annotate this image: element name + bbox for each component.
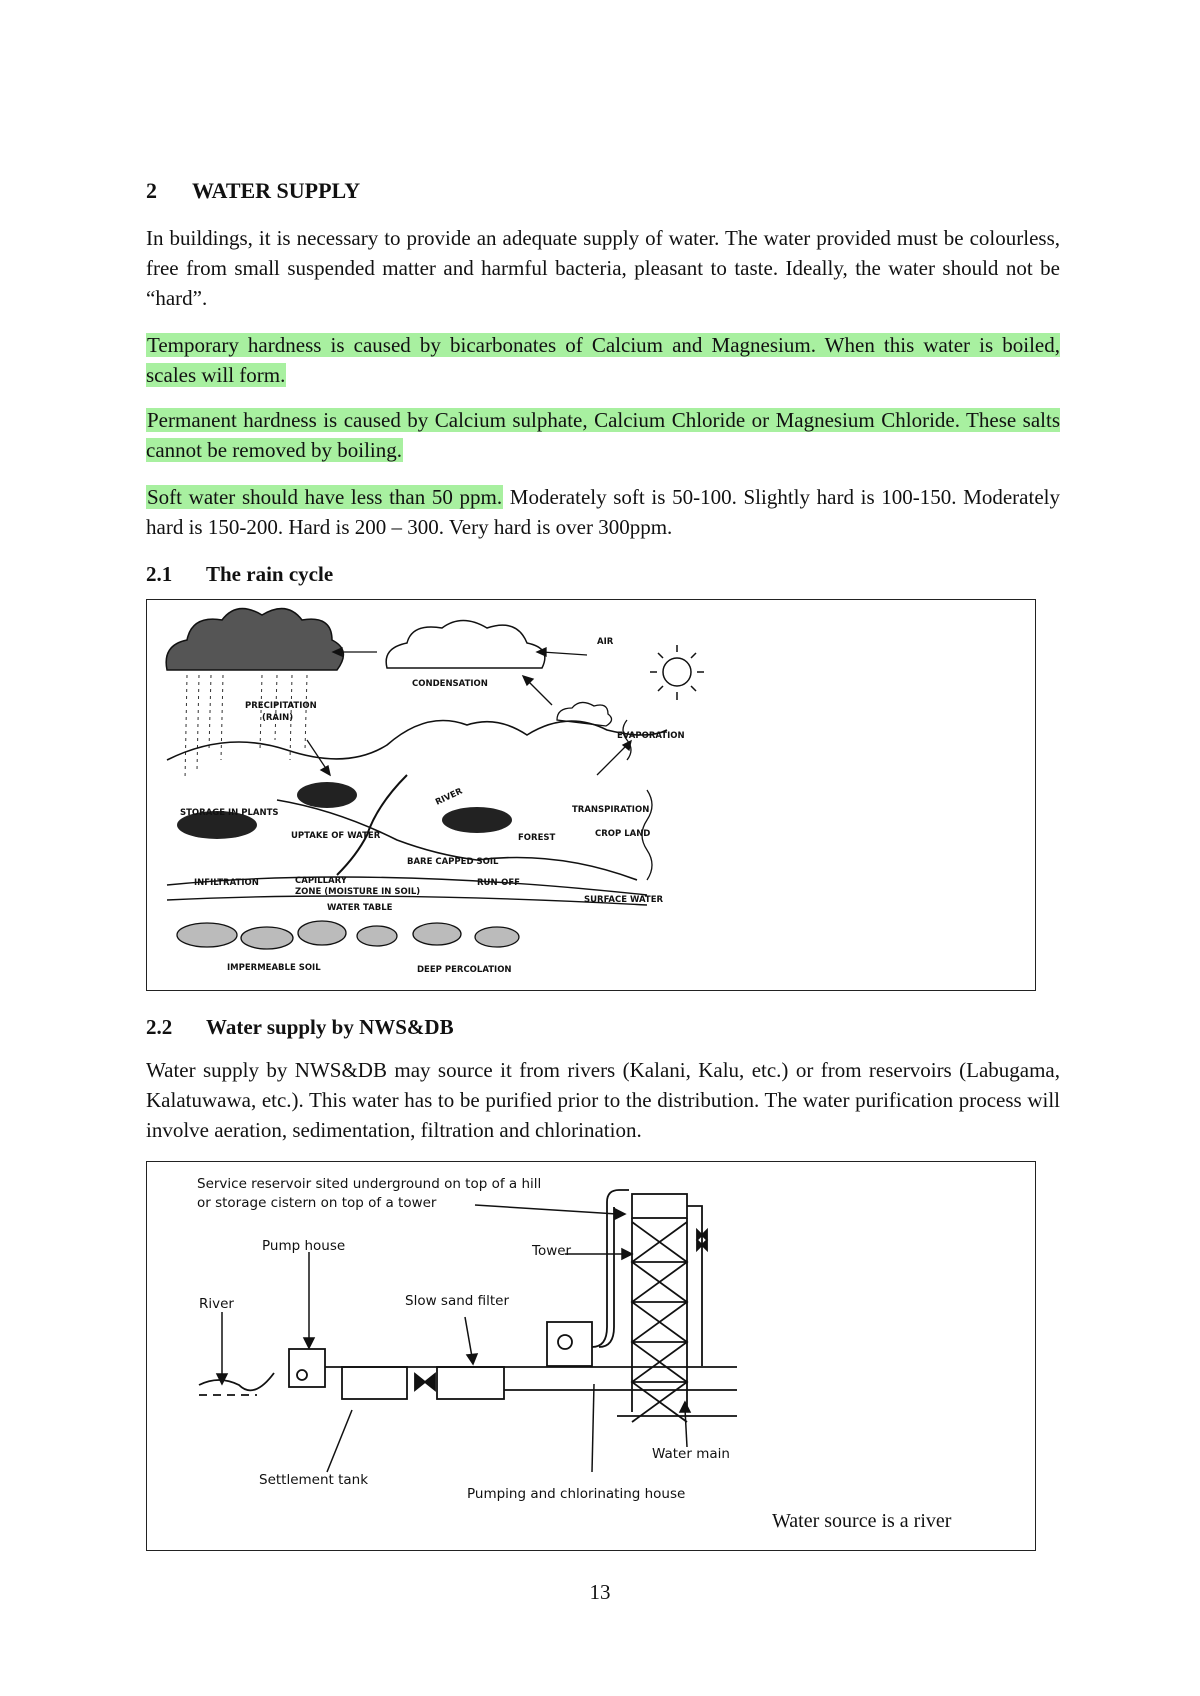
label-river: River (199, 1296, 234, 1312)
intro-paragraph: In buildings, it is necessary to provide an adequate supply of water. The water provided must be colourless, free from small suspended matter and harmful bacteria, pleasant to taste. Ideally, the water should not be “hard”. (146, 226, 1060, 310)
label-deep-percolation: DEEP PERCOLATION (417, 965, 512, 975)
label-river: RIVER (434, 786, 465, 808)
label-slow-sand-filter: Slow sand filter (405, 1293, 510, 1309)
label-forest: FOREST (518, 833, 556, 843)
section-heading (146, 178, 360, 204)
rain-lines (185, 675, 307, 780)
impermeable-rocks (177, 921, 519, 949)
subsection-number: 2.1 (146, 562, 173, 586)
label-zone: ZONE (MOISTURE IN SOIL) (295, 887, 421, 897)
label-precipitation: PRECIPITATION (245, 701, 317, 711)
softness-scale-paragraph (146, 482, 1060, 542)
label-capillary: CAPILLARY (295, 876, 347, 886)
label-condensation: CONDENSATION (412, 679, 488, 689)
label-pump-house: Pump house (262, 1238, 346, 1254)
label-storage-in-plants: STORAGE IN PLANTS (180, 808, 279, 818)
subsection-heading-rain-cycle (146, 562, 333, 587)
label-settlement-tank: Settlement tank (259, 1472, 369, 1488)
subsection-title: The rain cycle (206, 562, 334, 586)
label-tower: Tower (532, 1243, 572, 1259)
storm-cloud-icon (166, 609, 343, 670)
water-supply-diagram (147, 1162, 1035, 1550)
condensation-cloud-icon (386, 621, 545, 669)
permanent-hardness-paragraph (146, 405, 1060, 465)
label-impermeable-soil: IMPERMEABLE SOIL (227, 963, 321, 973)
label-water-table: WATER TABLE (327, 903, 393, 913)
label-infiltration: INFILTRATION (194, 878, 259, 888)
subsection-title: Water supply by NWS&DB (206, 1015, 454, 1039)
cycle-arrows (307, 648, 631, 775)
label-air: AIR (597, 637, 614, 647)
subsection-number: 2.2 (146, 1015, 173, 1039)
softness-scale-text: Moderately soft is 50-100. Slightly hard is 100-150. Moderately hard is 150-200. Hard is 200 – 300. Very hard is over 300ppm. (146, 485, 1060, 539)
rain-cycle-figure (146, 599, 1036, 991)
nwsdb-paragraph: Water supply by NWS&DB may source it from rivers (Kalani, Kalu, etc.) or from reservoirs (Labugama, Kalatuwawa, etc.). This water has to be purified prior to the distribution. The water purification process will involve aeration, sedimentation, filtration and chlorination. (146, 1058, 1060, 1142)
label-evaporation: EVAPORATION (617, 731, 685, 741)
label-crop-land: CROP LAND (595, 829, 651, 839)
section-number: 2 (146, 178, 157, 203)
label-surface-water: SURFACE WATER (584, 895, 664, 905)
section-title: WATER SUPPLY (192, 178, 361, 203)
label-run-off: RUN-OFF (477, 878, 520, 888)
figure-caption: Water source is a river (772, 1510, 952, 1532)
highlight-permanent: Permanent hardness is caused by Calcium sulphate, Calcium Chloride or Magnesium Chloride. These salts cannot be removed by boiling. (146, 408, 1060, 462)
label-bare-capped-soil: BARE CAPPED SOIL (407, 857, 499, 867)
page-number: 13 (589, 1580, 611, 1604)
label-transpiration: TRANSPIRATION (572, 805, 650, 815)
temporary-hardness-paragraph (146, 330, 1060, 390)
rain-cycle-illustration (147, 600, 1035, 990)
label-service-reservoir-line1: Service reservoir sited underground on top of a hill (197, 1176, 542, 1192)
label-service-reservoir-line2: or storage cistern on top of a tower (197, 1195, 437, 1211)
water-supply-figure (146, 1161, 1036, 1551)
highlight-temporary: Temporary hardness is caused by bicarbonates of Calcium and Magnesium. When this water is boiled, scales will form. (146, 333, 1060, 387)
label-uptake-of-water: UPTAKE OF WATER (291, 831, 381, 841)
sun-icon (650, 645, 704, 700)
highlight-soft-water: Soft water should have less than 50 ppm. (147, 485, 503, 509)
subsection-heading-nwsdb (146, 1015, 454, 1040)
label-water-main: Water main (652, 1446, 730, 1462)
label-rain: (RAIN) (262, 713, 294, 723)
label-pumping-house: Pumping and chlorinating house (467, 1486, 686, 1502)
